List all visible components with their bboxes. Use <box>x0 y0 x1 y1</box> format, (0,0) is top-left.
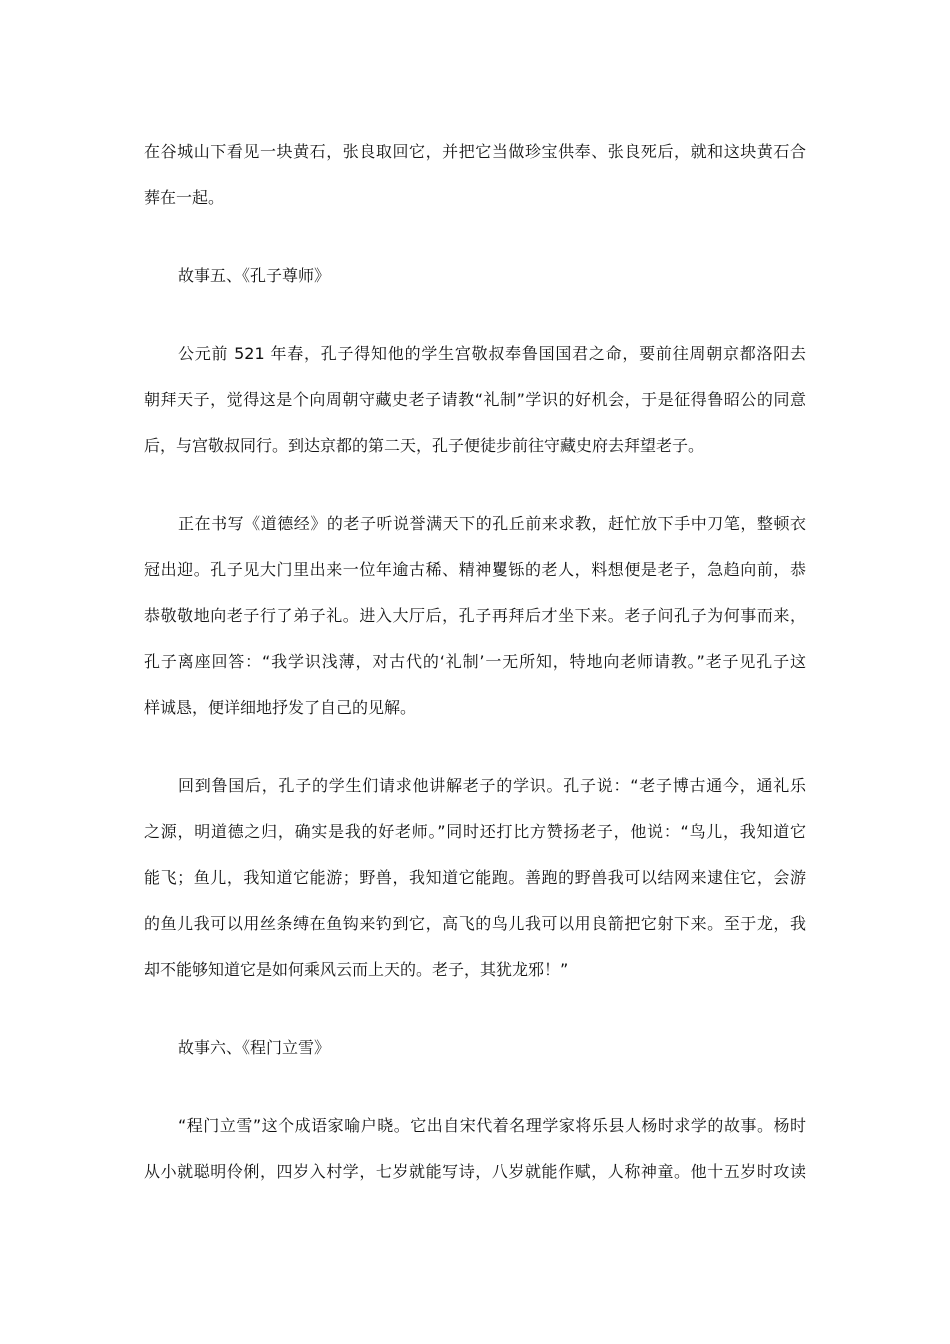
paragraph-line: 却不能够知道它是如何乘风云而上天的。老子，其犹龙邪！” <box>144 960 569 979</box>
paragraph-line: 后，与宫敬叔同行。到达京都的第二天，孔子便徒步前往守藏史府去拜望老子。 <box>144 436 705 455</box>
section-heading: 故事五、《孔子尊师》 <box>178 266 331 285</box>
paragraph-line: 之源，明道德之归，确实是我的好老师。”同时还打比方赞扬老子，他说：“鸟儿，我知道它 <box>144 822 806 841</box>
paragraph-line: 公元前 521 年春，孔子得知他的学生宫敬叔奉鲁国国君之命，要前往周朝京都洛阳去 <box>178 344 806 363</box>
paragraph-line: 样诚恳，便详细地抒发了自己的见解。 <box>144 698 417 717</box>
paragraph-line: 恭敬敬地向老子行了弟子礼。进入大厅后，孔子再拜后才坐下来。老子问孔子为何事而来， <box>144 606 806 625</box>
paragraph-line: 葬在一起。 <box>144 188 225 207</box>
paragraph-line: 在谷城山下看见一块黄石，张良取回它，并把它当做珍宝供奉、张良死后，就和这块黄石合 <box>144 142 806 161</box>
section-heading: 故事六、《程门立雪》 <box>178 1038 331 1057</box>
paragraph-line: 从小就聪明伶俐，四岁入村学，七岁就能写诗，八岁就能作赋，人称神童。他十五岁时攻读 <box>144 1162 806 1181</box>
paragraph-line: 正在书写《道德经》的老子听说誉满天下的孔丘前来求教，赶忙放下手中刀笔，整顿衣 <box>178 514 806 533</box>
paragraph-line: “程门立雪”这个成语家喻户晓。它出自宋代着名理学家将乐县人杨时求学的故事。杨时 <box>178 1116 806 1135</box>
paragraph-line: 回到鲁国后，孔子的学生们请求他讲解老子的学识。孔子说：“老子博古通今，通礼乐 <box>178 776 806 795</box>
paragraph-line: 的鱼儿我可以用丝条缚在鱼钩来钓到它，高飞的鸟儿我可以用良箭把它射下来。至于龙，我 <box>144 914 806 933</box>
paragraph-line: 能飞；鱼儿，我知道它能游；野兽，我知道它能跑。善跑的野兽我可以结网来逮住它，会游 <box>144 868 806 887</box>
paragraph-line: 朝拜天子，觉得这是个向周朝守藏史老子请教“礼制”学识的好机会，于是征得鲁昭公的同意 <box>144 390 806 409</box>
paragraph-line: 孔子离座回答：“我学识浅薄，对古代的‘礼制’一无所知，特地向老师请教。”老子见孔子这 <box>144 652 806 671</box>
paragraph-line: 冠出迎。孔子见大门里出来一位年逾古稀、精神矍铄的老人，料想便是老子，急趋向前，恭 <box>144 560 806 579</box>
